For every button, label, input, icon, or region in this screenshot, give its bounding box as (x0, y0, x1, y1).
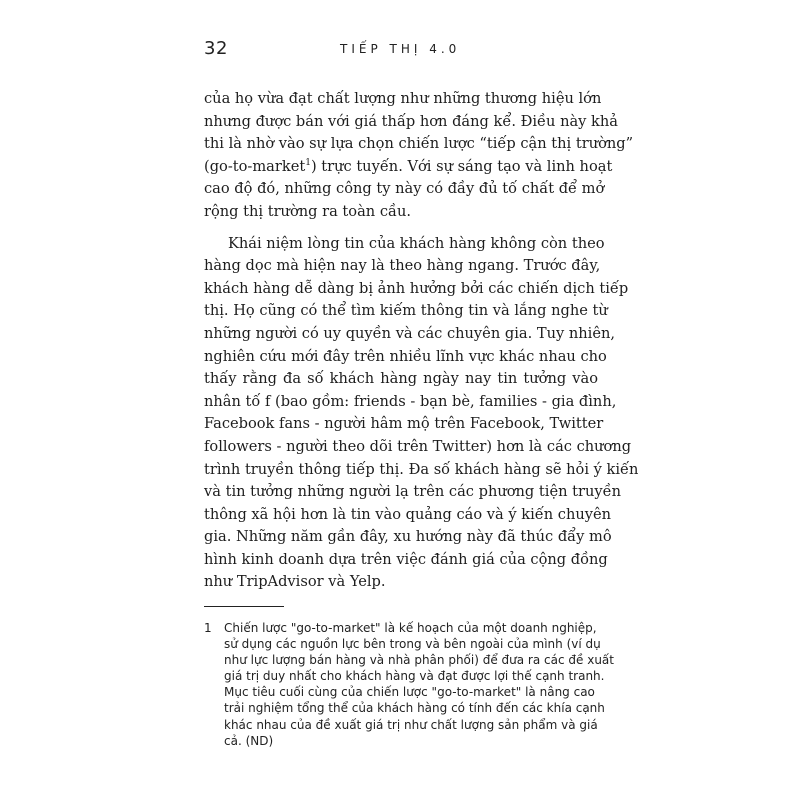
footnote-number: 1 (204, 621, 212, 635)
text-segment: (go-to-market (204, 157, 306, 175)
footnote (204, 620, 614, 749)
text-line: như TripAdvisor và Yelp. (204, 573, 386, 591)
running-title: TIẾP THỊ 4.0 (340, 42, 461, 56)
text-line: Khái niệm lòng tin của khách hàng không còn theo (228, 234, 605, 252)
footnote-line: như lực lượng bán hàng và nhà phân phối) để đưa ra các đề xuất (224, 653, 614, 668)
paragraph-1 (204, 88, 634, 224)
footnote-line: Chiến lược "go-to-market" là kế hoạch của một doanh nghiệp, (224, 621, 597, 635)
footnote-divider (204, 606, 284, 607)
body-text (204, 88, 639, 594)
text-line: nghiên cứu mới đây trên nhiều lĩnh vực khác nhau cho (204, 347, 607, 365)
text-segment: ) trực tuyến. Với sự sáng tạo và linh hoạt (310, 157, 613, 175)
text-line: Facebook fans - người hâm mộ trên Facebook, Twitter (204, 415, 604, 433)
text-line: nhưng được bán với giá thấp hơn đáng kể. Điều này khả (204, 112, 619, 130)
page-number: 32 (204, 38, 228, 59)
page-header (204, 38, 598, 64)
footnote-line: trải nghiệm tổng thể của khách hàng có tính đến các khía cạnh (224, 701, 605, 716)
footnote-line: cả. (ND) (224, 733, 274, 748)
text-line: thị. Họ cũng có thể tìm kiếm thông tin và lắng nghe từ (204, 302, 608, 320)
text-line: thi là nhờ vào sự lựa chọn chiến lược “tiếp cận thị trường” (204, 135, 634, 153)
text-line: trình truyền thông tiếp thị. Đa số khách hàng sẽ hỏi ý kiến (204, 460, 639, 478)
text-line: những người có uy quyền và các chuyên gia. Tuy nhiên, (204, 324, 615, 342)
text-line: của họ vừa đạt chất lượng như những thương hiệu lớn (204, 90, 602, 107)
text-line: và tin tưởng những người lạ trên các phương tiện truyền (204, 483, 621, 501)
text-line: khách hàng dễ dàng bị ảnh hưởng bởi các chiến dịch tiếp (204, 279, 629, 297)
text-line: hàng dọc mà hiện nay là theo hàng ngang. Trước đây, (204, 257, 601, 275)
text-line: followers - người theo dõi trên Twitter) hơn là các chương (204, 437, 632, 455)
text-line: cao độ đó, những công ty này có đầy đủ tố chất để mở (204, 180, 605, 198)
footnote-line: Mục tiêu cuối cùng của chiến lược "go-to-market" là nâng cao (224, 685, 595, 700)
text-line: hình kinh doanh dựa trên việc đánh giá của cộng đồng (204, 550, 608, 568)
text-line: thấy rằng đa số khách hàng ngày nay tin tưởng vào (204, 370, 598, 388)
footnote-line: sử dụng các nguồn lực bên trong và bên ngoài của mình (ví dụ (224, 637, 601, 652)
footnote-marker: 1 (305, 157, 311, 168)
text-line: rộng thị trường ra toàn cầu. (204, 202, 411, 220)
footnote-line: khác nhau của đề xuất giá trị như chất lượng sản phẩm và giá (224, 717, 598, 732)
footnote-line: giá trị duy nhất cho khách hàng và đạt được lợi thế cạnh tranh. (224, 669, 605, 684)
paragraph-2 (204, 233, 639, 595)
text-line: thông xã hội hơn là tin vào quảng cáo và ý kiến chuyên (204, 505, 612, 523)
text-line: gia. Những năm gần đây, xu hướng này đã thúc đẩy mô (204, 528, 612, 546)
text-line: nhân tố f (bao gồm: friends - bạn bè, families - gia đình, (204, 392, 617, 410)
footnote-text (224, 620, 614, 749)
text-line (204, 156, 613, 179)
